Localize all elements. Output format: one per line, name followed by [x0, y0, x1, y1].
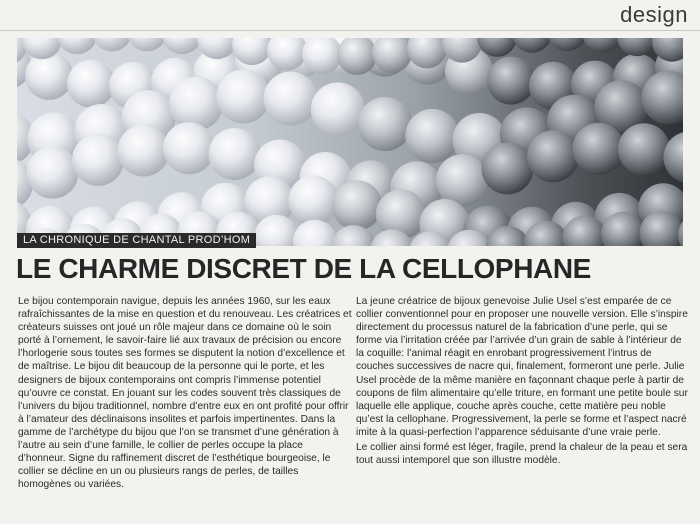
pearl: [264, 72, 318, 126]
pearl: [311, 82, 365, 136]
pearl: [25, 52, 73, 100]
pearl: [527, 130, 579, 182]
pearl: [127, 38, 167, 51]
pearl: [169, 77, 223, 131]
pearl: [332, 225, 376, 246]
pearl: [436, 154, 488, 206]
paragraph: La jeune créatrice de bijoux genevoise Julie Usel s’est emparée de ce collier conventionnel pour en proposer une nouvelle version. Elle s’inspire directement du processus naturel de la fabrication d’une perle, qui se forme via l’irritation créée par l’arrivée d’un grain de sable à l’intérieur de la coquille: l’animal réagit en enrobant progressivement l’intrus de couches successives de nacre qui, finalement, formeront une perle. Julie Usel procède de la même manière en façonnant chaque perle à partir de coupons de film alimentaire qu’elle triture, en formant une petite boule sur laquelle elle applique, couche après couche, cette matière peu noble qu’est la cellophane. Progressivement, la perle se forme et l’aspect nacré imite à la quasi-perfection l’apparence séduisante d’une vraie perle.: [356, 296, 688, 438]
pearl: [57, 38, 97, 54]
pearl: [512, 38, 552, 53]
pearl: [547, 38, 587, 51]
section-tag: design: [620, 2, 688, 27]
pearl: [162, 38, 202, 54]
pearl: [163, 122, 215, 174]
chronicle-caption: LA CHRONIQUE DE CHANTAL PROD’HOM: [17, 233, 256, 248]
pearl: [482, 142, 534, 194]
pearl: [573, 123, 625, 175]
pearl: [92, 38, 132, 51]
article-headline: LE CHARME DISCRET DE LA CELLOPHANE: [16, 253, 591, 284]
top-rule: [0, 30, 700, 31]
pearl: [288, 175, 338, 225]
paragraph: Le collier ainsi formé est léger, fragile, prend la chaleur de la peau et sera tout aussi intemporel que son illustre modèle.: [356, 442, 688, 467]
pearl: [27, 147, 79, 199]
pearl: [405, 109, 459, 163]
pearl: [652, 38, 683, 62]
pearl: [617, 38, 657, 56]
pearl: [487, 57, 535, 105]
pearl: [618, 123, 670, 175]
pearl: [209, 128, 261, 180]
paragraph: Le bijou contemporain navigue, depuis les années 1960, sur les eaux rafraîchissantes de la mise en question et du renouveau. Les créatrices et créateurs suisses ont joué un rôle majeur dans ce domaine où le soin porté à l’ornement, le savoir-faire lié aux travaux de précision ou encore l’horlogerie sous toutes ses formes se disputent la notion d’excellence et de maîtrise. Le bijou dit beaucoup de la personne qui le porte, et les designers de bijoux contemporains ont compris l’immense potentiel qu’ouvre ce constat. En jouant sur les codes souvent très classiques de l’univers du bijou traditionnel, nombre d’entre eux en ont profité pour offrir à l’amateur des déclinaisons insolites et parfois impertinentes. Dans la gamme de l’archétype du bijou que l’on se transmet d’une génération à l’autre au sein d’une famille, le collier de perles occupe la place d’honneur. Signe du raffinement discret de l’esthétique bourgeoise, le collier se décline en un ou plusieurs rangs de perles, de tailles homogènes ou variées.: [18, 296, 352, 491]
article-column-left: [18, 295, 352, 493]
article-column-right: [356, 295, 690, 469]
pearl: [67, 60, 115, 108]
pearl: [332, 180, 382, 230]
pearl: [358, 97, 412, 151]
pearl: [216, 69, 270, 123]
pearl: [72, 134, 124, 186]
pearl: [118, 125, 170, 177]
pearls-illustration: [17, 38, 683, 246]
pearl: [582, 38, 622, 52]
pearl: [293, 220, 337, 246]
pearls-photo: [17, 38, 683, 246]
